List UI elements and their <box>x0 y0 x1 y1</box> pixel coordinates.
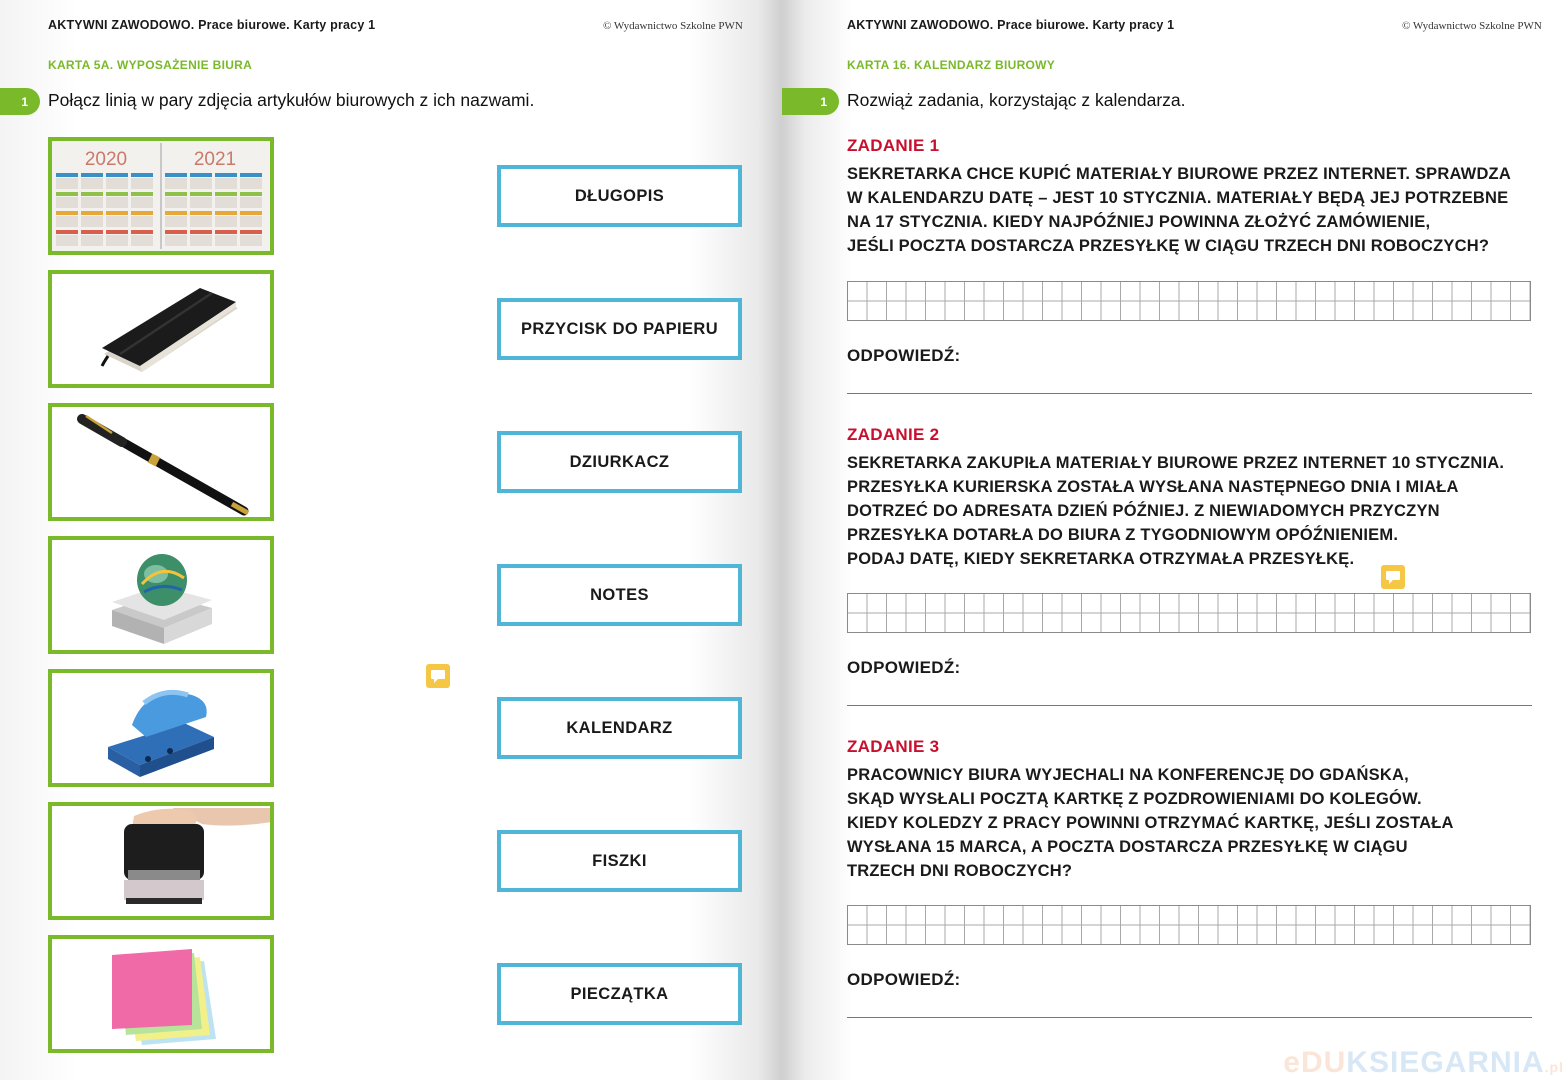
calendar-month-header <box>165 173 187 177</box>
word-box-pieczatka[interactable]: PIECZĄTKA <box>497 963 742 1025</box>
card-title: KARTA 16. KALENDARZ BIUROWY <box>847 58 1056 72</box>
hole-punch-icon <box>52 673 270 783</box>
word-box-przycisk-do-papieru[interactable]: PRZYCISK DO PAPIERU <box>497 298 742 360</box>
calendar-month-days <box>165 178 187 189</box>
calendar-month-header <box>131 173 153 177</box>
calendar-month-header <box>215 211 237 215</box>
calendar-month-days <box>240 235 262 246</box>
calendar-month-header <box>81 173 103 177</box>
calendar-month-header <box>131 211 153 215</box>
calendar-month-header <box>190 173 212 177</box>
task-2-line: SEKRETARKA ZAKUPIŁA MATERIAŁY BIUROWE PRZEZ INTERNET 10 STYCZNIA. <box>847 454 1505 472</box>
task-2-answer-line[interactable] <box>847 705 1532 706</box>
task-2-line: PODAJ DATĘ, KIEDY SEKRETARKA OTRZYMAŁA PRZESYŁKĘ. <box>847 550 1355 568</box>
task-3-body <box>847 763 1547 883</box>
calendar-month-header <box>56 173 78 177</box>
word-box-fiszki[interactable]: FISZKI <box>497 830 742 892</box>
calendar-month-header <box>215 230 237 234</box>
calendar-month-days <box>131 197 153 208</box>
calendar-year-right: 2021 <box>193 149 237 170</box>
calendar-month-header <box>165 211 187 215</box>
task-1-title: ZADANIE 1 <box>847 136 940 155</box>
calendar-month-days <box>81 235 103 246</box>
calendar-month-days <box>56 178 78 189</box>
calendar-month-header <box>106 230 128 234</box>
calendar-month-days <box>81 178 103 189</box>
exercise-instruction: Rozwiąż zadania, korzystając z kalendarza. <box>847 90 1186 110</box>
stamp-icon <box>52 806 270 916</box>
task-1-line: JEŚLI POCZTA DOSTARCZA PRZESYŁKĘ W CIĄGU TRZECH DNI ROBOCZYCH? <box>847 237 1490 255</box>
image-sticky-notes[interactable] <box>48 935 274 1053</box>
task-1-answer-label: ODPOWIEDŹ: <box>847 346 961 365</box>
task-2-answer-label: ODPOWIEDŹ: <box>847 658 961 677</box>
calendar-month-header <box>56 192 78 196</box>
exercise-number: 1 <box>21 94 28 109</box>
task-2-calculation-grid[interactable] <box>847 593 1531 633</box>
calendar-month-header <box>190 192 212 196</box>
calendar-month-days <box>215 178 237 189</box>
task-3-answer-line[interactable] <box>847 1017 1532 1018</box>
card-title: KARTA 5A. WYPOSAŻENIE BIURA <box>48 58 253 72</box>
task-2-body <box>847 451 1547 571</box>
calendar-month-header <box>240 230 262 234</box>
task-1-line: W KALENDARZU DATĘ – JEST 10 STYCZNIA. MATERIAŁY BĘDĄ JEJ POTRZEBNE <box>847 189 1509 207</box>
calendar-month-header <box>240 211 262 215</box>
calendar-month-days <box>106 197 128 208</box>
calendar-month-days <box>106 235 128 246</box>
calendar-month-days <box>131 178 153 189</box>
calendar-month-days <box>215 197 237 208</box>
calendar-month-header <box>56 230 78 234</box>
calendar-month-days <box>106 216 128 227</box>
header-title: AKTYWNI ZAWODOWO. Prace biurowe. Karty pracy 1 <box>847 18 1175 32</box>
watermark-part: KSIEGARNIA <box>1346 1046 1545 1079</box>
header-title: AKTYWNI ZAWODOWO. Prace biurowe. Karty pracy 1 <box>48 18 376 32</box>
calendar-month-days <box>240 216 262 227</box>
calendar-month-header <box>215 192 237 196</box>
calendar-month-days <box>240 178 262 189</box>
task-3-line: TRZECH DNI ROBOCZYCH? <box>847 862 1073 880</box>
calendar-month-header <box>81 192 103 196</box>
right-page <box>782 0 1568 1080</box>
calendar-month-days <box>131 235 153 246</box>
task-3-calculation-grid[interactable] <box>847 905 1531 945</box>
comment-note-icon[interactable] <box>426 664 450 688</box>
task-3-line: KIEDY KOLEDZY Z PRACY POWINNI OTRZYMAĆ KARTKĘ, JEŚLI ZOSTAŁA <box>847 814 1454 832</box>
task-2-title: ZADANIE 2 <box>847 425 940 444</box>
task-3-line: WYSŁANA 15 MARCA, A POCZTA DOSTARCZA PRZESYŁKĘ W CIĄGU <box>847 838 1408 856</box>
word-box-dlugopis[interactable]: DŁUGOPIS <box>497 165 742 227</box>
image-notebook[interactable] <box>48 270 274 388</box>
calendar-month-days <box>165 216 187 227</box>
task-2-line: PRZESYŁKA DOTARŁA DO BIURA Z TYGODNIOWYM OPÓŹNIENIEM. <box>847 526 1399 544</box>
calendar-month-days <box>81 197 103 208</box>
calendar-month-days <box>190 235 212 246</box>
calendar-icon <box>52 141 270 251</box>
watermark-logo <box>1283 1046 1564 1080</box>
calendar-month-header <box>106 192 128 196</box>
task-2-line: PRZESYŁKA KURIERSKA ZOSTAŁA WYSŁANA NASTĘPNEGO DNIA I MIAŁA <box>847 478 1459 496</box>
calendar-month-days <box>215 235 237 246</box>
calendar-month-header <box>190 211 212 215</box>
calendar-month-days <box>165 235 187 246</box>
calendar-month-days <box>240 197 262 208</box>
calendar-month-days <box>215 216 237 227</box>
watermark-part: eDU <box>1283 1046 1347 1079</box>
exercise-instruction: Połącz linią w pary zdjęcia artykułów biurowych z ich nazwami. <box>48 90 535 110</box>
comment-note-icon[interactable] <box>1381 565 1405 589</box>
task-3-line: PRACOWNICY BIURA WYJECHALI NA KONFERENCJĘ DO GDAŃSKA, <box>847 766 1409 784</box>
header-copyright: © Wydawnictwo Szkolne PWN <box>1402 20 1542 32</box>
calendar-month-header <box>215 173 237 177</box>
task-3-title: ZADANIE 3 <box>847 737 940 756</box>
exercise-number: 1 <box>820 94 827 109</box>
word-box-dziurkacz[interactable]: DZIURKACZ <box>497 431 742 493</box>
calendar-month-header <box>190 230 212 234</box>
calendar-month-days <box>131 216 153 227</box>
calendar-month-header <box>240 173 262 177</box>
exercise-number-tab <box>782 88 839 115</box>
task-2-line: DOTRZEĆ DO ADRESATA DZIEŃ PÓŹNIEJ. Z NIEWIADOMYCH PRZYCZYN <box>847 502 1440 520</box>
image-stamp[interactable] <box>48 802 274 920</box>
task-1-calculation-grid[interactable] <box>847 281 1531 321</box>
notebook-icon <box>52 274 270 384</box>
calendar-month-days <box>190 178 212 189</box>
calendar-month-days <box>56 235 78 246</box>
task-1-body <box>847 162 1547 258</box>
watermark-part: .pl <box>1544 1059 1564 1075</box>
image-hole-punch[interactable] <box>48 669 274 787</box>
task-3-answer-label: ODPOWIEDŹ: <box>847 970 961 989</box>
exercise-number-tab <box>0 88 40 115</box>
task-1-line: SEKRETARKA CHCE KUPIĆ MATERIAŁY BIUROWE PRZEZ INTERNET. SPRAWDZA <box>847 165 1511 183</box>
pen-icon <box>52 407 270 517</box>
calendar-month-header <box>240 192 262 196</box>
calendar-month-header <box>165 230 187 234</box>
header-copyright: © Wydawnictwo Szkolne PWN <box>603 20 743 32</box>
image-calendar[interactable] <box>48 137 274 255</box>
task-3-line: SKĄD WYSŁALI POCZTĄ KARTKĘ Z POZDROWIENIAMI DO KOLEGÓW. <box>847 790 1422 808</box>
calendar-month-header <box>81 211 103 215</box>
calendar-month-days <box>165 197 187 208</box>
sticky-notes-icon <box>52 939 270 1049</box>
image-paperweight[interactable] <box>48 536 274 654</box>
calendar-month-days <box>56 216 78 227</box>
word-box-kalendarz[interactable]: KALENDARZ <box>497 697 742 759</box>
calendar-month-days <box>190 197 212 208</box>
paperweight-icon <box>52 540 270 650</box>
calendar-month-header <box>81 230 103 234</box>
calendar-year-left: 2020 <box>84 149 128 170</box>
calendar-month-header <box>106 173 128 177</box>
left-page <box>0 0 782 1080</box>
calendar-month-days <box>81 216 103 227</box>
calendar-month-header <box>56 211 78 215</box>
calendar-month-days <box>56 197 78 208</box>
calendar-month-header <box>165 192 187 196</box>
calendar-month-days <box>190 216 212 227</box>
calendar-month-days <box>106 178 128 189</box>
calendar-month-header <box>106 211 128 215</box>
calendar-month-header <box>131 230 153 234</box>
image-pen[interactable] <box>48 403 274 521</box>
task-1-line: NA 17 STYCZNIA. KIEDY NAJPÓŹNIEJ POWINNA ZŁOŻYĆ ZAMÓWIENIE, <box>847 213 1431 231</box>
task-1-answer-line[interactable] <box>847 393 1532 394</box>
word-box-notes[interactable]: NOTES <box>497 564 742 626</box>
calendar-month-header <box>131 192 153 196</box>
